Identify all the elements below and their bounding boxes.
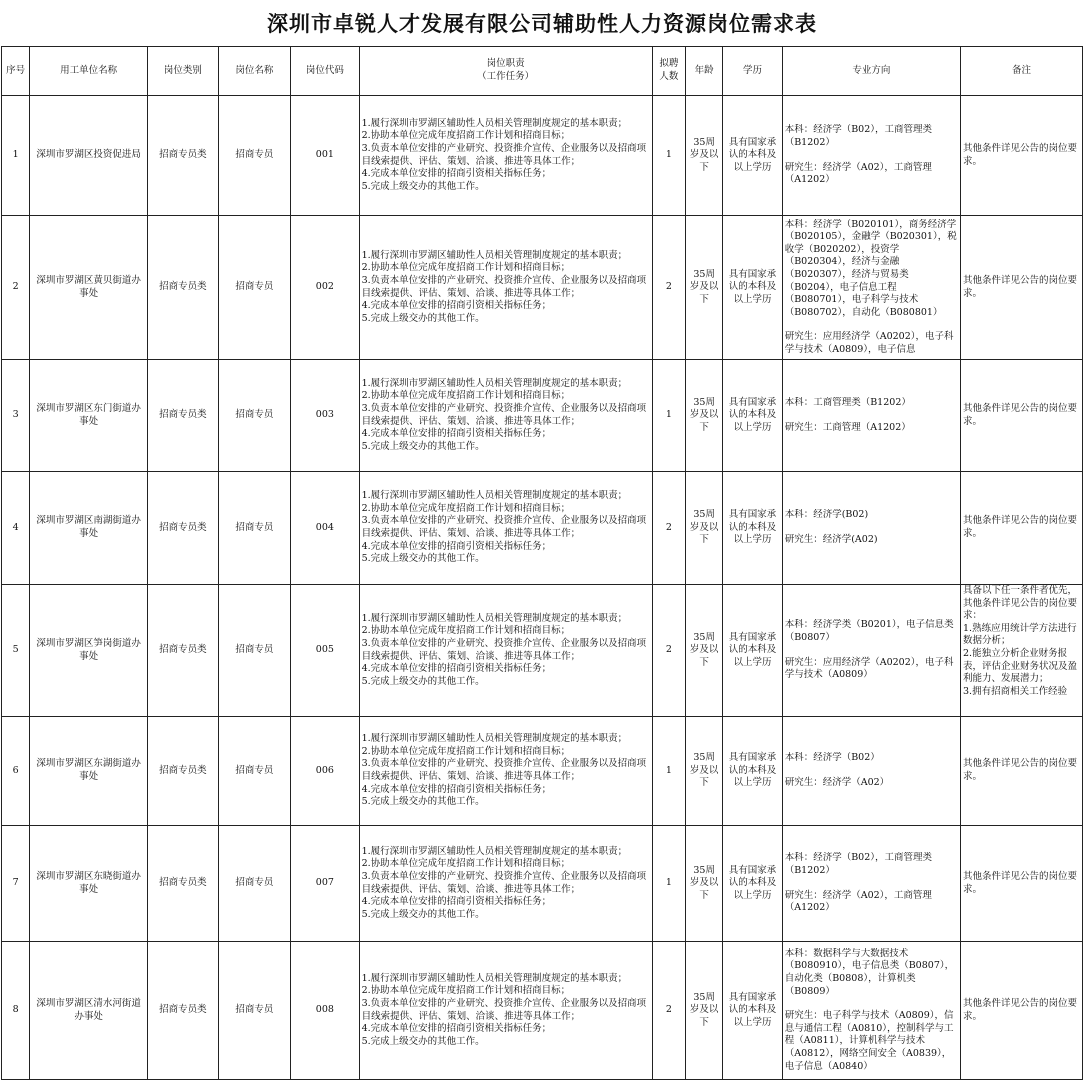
col-header-position: 岗位名称 xyxy=(218,47,291,96)
remark-text: 其他条件详见公告的岗位要求。 xyxy=(963,870,1078,895)
row-category: 招商专员类 xyxy=(148,96,219,216)
age-text: 35周岁及以下 xyxy=(689,509,719,546)
row-age xyxy=(686,942,723,1080)
major-undergrad: 本科：经济学(B02) xyxy=(784,509,869,521)
row-duties xyxy=(359,942,652,1080)
row-code: 003 xyxy=(291,360,360,472)
row-remark xyxy=(961,472,1083,585)
row-major xyxy=(782,826,960,942)
row-remark xyxy=(961,942,1083,1080)
remark-text: 其他条件详见公告的岗位要求。 xyxy=(963,997,1078,1022)
row-duties xyxy=(359,96,652,216)
duty-item: 2.协助本单位完成年度招商工作计划和招商目标； xyxy=(361,985,571,997)
unit-name-text: 深圳市罗湖区东晓街道办事处 xyxy=(36,870,141,895)
row-seq: 4 xyxy=(2,472,30,585)
row-age xyxy=(686,717,723,826)
remark-text: 其他条件详见公告的岗位要求。 xyxy=(963,402,1078,427)
duty-item: 2.协助本单位完成年度招商工作计划和招商目标； xyxy=(361,745,571,757)
duty-item: 5.完成上级交办的其他工作。 xyxy=(361,440,485,452)
row-code: 001 xyxy=(291,96,360,216)
row-position: 招商专员 xyxy=(218,826,291,942)
duty-item: 2.协助本单位完成年度招商工作计划和招商目标； xyxy=(361,390,571,402)
row-education xyxy=(723,717,782,826)
major-grad: 研究生：应用经济学（A0202），电子科学与技术（A0809） xyxy=(784,656,954,681)
major-gap xyxy=(785,645,958,657)
major-grad: 研究生：经济学(A02) xyxy=(784,534,878,545)
row-category: 招商专员类 xyxy=(148,472,219,585)
col-header-age: 年龄 xyxy=(686,47,723,96)
major-grad: 研究生：应用经济学（A0202），电子科学与技术（A0809），电子信息 xyxy=(784,331,954,355)
duty-item: 2.协助本单位完成年度招商工作计划和招商目标； xyxy=(361,130,571,142)
row-remark xyxy=(961,717,1083,826)
row-age xyxy=(686,472,723,585)
duty-item: 3.负责本单位安排的产业研究、投资推介宣传、企业服务以及招商项目线索提供、评估、策划、洽谈、推进等具体工作； xyxy=(361,870,647,895)
education-text: 具有国家承认的本科及以上学历 xyxy=(728,509,777,546)
age-text: 35周岁及以下 xyxy=(689,631,719,668)
col-header-duties xyxy=(359,47,652,96)
duty-item: 5.完成上级交办的其他工作。 xyxy=(361,180,485,192)
table-row xyxy=(2,585,1083,717)
table-row xyxy=(2,717,1083,826)
major-grad: 研究生：工商管理（A1202） xyxy=(784,421,911,433)
duty-item: 3.负责本单位安排的产业研究、投资推介宣传、企业服务以及招商项目线索提供、评估、策划、洽谈、推进等具体工作； xyxy=(361,142,647,167)
remark-text: 具备以下任一条件者优先，其他条件详见公告的岗位要求： xyxy=(963,585,1078,622)
duty-item: 5.完成上级交办的其他工作。 xyxy=(361,1035,485,1047)
row-major xyxy=(782,96,960,216)
col-header-remark: 备注 xyxy=(961,47,1083,96)
education-text: 具有国家承认的本科及以上学历 xyxy=(728,864,777,901)
row-age xyxy=(686,96,723,216)
row-category: 招商专员类 xyxy=(148,717,219,826)
row-seq: 8 xyxy=(2,942,30,1080)
duty-item: 3.负责本单位安排的产业研究、投资推介宣传、企业服务以及招商项目线索提供、评估、策划、洽谈、推进等具体工作； xyxy=(361,402,647,427)
row-code: 008 xyxy=(291,942,360,1080)
remark-text: 其他条件详见公告的岗位要求。 xyxy=(963,758,1078,782)
row-education xyxy=(723,585,782,717)
age-text: 35周岁及以下 xyxy=(689,268,719,305)
duty-item: 3.负责本单位安排的产业研究、投资推介宣传、企业服务以及招商项目线索提供、评估、策划、洽谈、推进等具体工作； xyxy=(361,515,647,539)
row-headcount: 1 xyxy=(652,826,685,942)
duty-item: 2.协助本单位完成年度招商工作计划和招商目标； xyxy=(361,625,571,637)
duty-item: 3.负责本单位安排的产业研究、投资推介宣传、企业服务以及招商项目线索提供、评估、策划、洽谈、推进等具体工作； xyxy=(361,997,647,1022)
duty-item: 4.完成本单位安排的招商引资相关指标任务； xyxy=(361,896,552,908)
row-duties xyxy=(359,360,652,472)
major-undergrad: 本科：经济学（B02） xyxy=(784,752,880,764)
row-age xyxy=(686,826,723,942)
education-text: 具有国家承认的本科及以上学历 xyxy=(728,991,777,1028)
unit-name-text: 深圳市罗湖区笋岗街道办事处 xyxy=(36,637,141,662)
row-code: 004 xyxy=(291,472,360,585)
row-unit-name xyxy=(30,942,148,1080)
duty-item: 1.履行深圳市罗湖区辅助性人员相关管理制度规定的基本职责； xyxy=(361,117,628,129)
position-table xyxy=(1,46,1083,1080)
row-education xyxy=(723,216,782,360)
col-header-headcount xyxy=(652,47,685,96)
row-education xyxy=(723,472,782,585)
major-grad: 研究生：经济学（A02），工商管理（A1202） xyxy=(784,889,932,914)
age-text: 35周岁及以下 xyxy=(689,752,719,789)
col-header-category: 岗位类别 xyxy=(148,47,219,96)
remark-item: 2.能独立分析企业财务报表，评估企业财务状况及盈利能力、发展潜力； xyxy=(963,647,1078,685)
major-gap xyxy=(785,522,958,534)
age-text: 35周岁及以下 xyxy=(689,864,719,901)
major-undergrad: 本科：经济学类（B0201），电子信息类（B0807） xyxy=(784,619,954,643)
remark-text: 其他条件详见公告的岗位要求。 xyxy=(963,515,1078,539)
row-category: 招商专员类 xyxy=(148,585,219,717)
duty-item: 5.完成上级交办的其他工作。 xyxy=(361,796,485,808)
row-position: 招商专员 xyxy=(218,96,291,216)
row-position: 招商专员 xyxy=(218,585,291,717)
remark-item: 3.拥有招商相关工作经验 xyxy=(963,685,1068,697)
row-duties xyxy=(359,472,652,585)
duty-item: 4.完成本单位安排的招商引资相关指标任务； xyxy=(361,783,552,795)
row-education xyxy=(723,360,782,472)
age-text: 35周岁及以下 xyxy=(689,136,719,173)
remark-text: 其他条件详见公告的岗位要求。 xyxy=(963,142,1078,167)
row-position: 招商专员 xyxy=(218,717,291,826)
duty-item: 3.负责本单位安排的产业研究、投资推介宣传、企业服务以及招商项目线索提供、评估、策划、洽谈、推进等具体工作； xyxy=(361,274,647,299)
row-code: 006 xyxy=(291,717,360,826)
major-gap xyxy=(785,150,958,162)
row-age xyxy=(686,360,723,472)
row-category: 招商专员类 xyxy=(148,826,219,942)
row-remark xyxy=(961,585,1083,717)
row-duties xyxy=(359,826,652,942)
major-undergrad: 本科：数据科学与大数据技术（B080910），电子信息类（B0807），自动化类（B0808），计算机类（B0809） xyxy=(784,947,955,997)
table-row xyxy=(2,826,1083,942)
row-headcount: 1 xyxy=(652,96,685,216)
row-unit-name xyxy=(30,216,148,360)
col-header-seq: 序号 xyxy=(2,47,30,96)
row-remark xyxy=(961,826,1083,942)
major-grad: 研究生：经济学（A02） xyxy=(784,777,890,788)
row-unit-name xyxy=(30,472,148,585)
row-headcount: 2 xyxy=(652,942,685,1080)
major-gap xyxy=(785,410,958,422)
duty-item: 3.负责本单位安排的产业研究、投资推介宣传、企业服务以及招商项目线索提供、评估、策划、洽谈、推进等具体工作； xyxy=(361,758,647,782)
row-major xyxy=(782,472,960,585)
duty-item: 1.履行深圳市罗湖区辅助性人员相关管理制度规定的基本职责； xyxy=(361,972,628,984)
row-headcount: 2 xyxy=(652,216,685,360)
row-major xyxy=(782,942,960,1080)
row-major xyxy=(782,216,960,360)
row-duties xyxy=(359,717,652,826)
row-headcount: 1 xyxy=(652,360,685,472)
row-unit-name xyxy=(30,360,148,472)
col-header-code: 岗位代码 xyxy=(291,47,360,96)
unit-name-text: 深圳市罗湖区南湖街道办事处 xyxy=(36,515,141,539)
education-text: 具有国家承认的本科及以上学历 xyxy=(728,631,777,668)
major-content xyxy=(785,619,958,681)
row-education xyxy=(723,942,782,1080)
table-row xyxy=(2,96,1083,216)
major-undergrad: 本科：经济学（B02），工商管理类（B1202） xyxy=(784,852,933,876)
duty-item: 1.履行深圳市罗湖区辅助性人员相关管理制度规定的基本职责； xyxy=(361,733,628,745)
unit-name-text: 深圳市罗湖区东门街道办事处 xyxy=(36,402,141,427)
row-category: 招商专员类 xyxy=(148,216,219,360)
major-gap xyxy=(785,319,958,331)
major-undergrad: 本科：经济学（B02），工商管理类（B1202） xyxy=(784,124,933,148)
duty-item: 2.协助本单位完成年度招商工作计划和招商目标； xyxy=(361,858,571,870)
major-content xyxy=(785,752,958,789)
col-header-education: 学历 xyxy=(723,47,782,96)
table-body xyxy=(2,96,1083,1080)
row-code: 002 xyxy=(291,216,360,360)
row-category: 招商专员类 xyxy=(148,942,219,1080)
duty-item: 1.履行深圳市罗湖区辅助性人员相关管理制度规定的基本职责； xyxy=(361,490,628,502)
col-header-major: 专业方向 xyxy=(782,47,960,96)
duty-item: 5.完成上级交办的其他工作。 xyxy=(361,675,485,687)
row-remark xyxy=(961,360,1083,472)
unit-name-text: 深圳市罗湖区东湖街道办事处 xyxy=(36,758,141,782)
row-position: 招商专员 xyxy=(218,216,291,360)
row-seq: 5 xyxy=(2,585,30,717)
row-duties xyxy=(359,216,652,360)
row-duties xyxy=(359,585,652,717)
duty-item: 3.负责本单位安排的产业研究、投资推介宣传、企业服务以及招商项目线索提供、评估、策划、洽谈、推进等具体工作； xyxy=(361,637,647,662)
col-header-duties-title: 岗位职责 xyxy=(486,58,525,70)
duty-item: 4.完成本单位安排的招商引资相关指标任务； xyxy=(361,663,552,675)
row-major xyxy=(782,585,960,717)
row-headcount: 2 xyxy=(652,585,685,717)
row-headcount: 2 xyxy=(652,472,685,585)
age-text: 35周岁及以下 xyxy=(689,991,719,1028)
duty-item: 2.协助本单位完成年度招商工作计划和招商目标； xyxy=(361,502,571,514)
major-grad: 研究生：经济学（A02），工商管理（A1202） xyxy=(784,161,932,186)
major-content xyxy=(785,948,958,1073)
duty-item: 4.完成本单位安排的招商引资相关指标任务； xyxy=(361,540,552,552)
education-text: 具有国家承认的本科及以上学历 xyxy=(728,752,777,789)
major-content xyxy=(785,509,958,546)
major-undergrad: 本科：工商管理类（B1202） xyxy=(784,396,911,408)
duty-item: 4.完成本单位安排的招商引资相关指标任务； xyxy=(361,168,552,180)
duty-item: 1.履行深圳市罗湖区辅助性人员相关管理制度规定的基本职责； xyxy=(361,612,628,624)
major-content xyxy=(785,852,958,914)
row-seq: 1 xyxy=(2,96,30,216)
row-major xyxy=(782,717,960,826)
row-position: 招商专员 xyxy=(218,942,291,1080)
remark-text: 其他条件详见公告的岗位要求。 xyxy=(963,274,1078,299)
duty-item: 4.完成本单位安排的招商引资相关指标任务； xyxy=(361,428,552,440)
row-position: 招商专员 xyxy=(218,360,291,472)
unit-name-text: 深圳市罗湖区黄贝街道办事处 xyxy=(36,274,141,299)
row-category: 招商专员类 xyxy=(148,360,219,472)
education-text: 具有国家承认的本科及以上学历 xyxy=(728,268,777,305)
remark-item: 1.熟练应用统计学方法进行数据分析； xyxy=(963,622,1077,647)
row-seq: 3 xyxy=(2,360,30,472)
header-row xyxy=(2,47,1083,96)
col-header-headcount-line1: 拟聘 xyxy=(659,58,679,70)
major-content xyxy=(785,124,958,186)
row-headcount: 1 xyxy=(652,717,685,826)
col-header-unit: 用工单位名称 xyxy=(30,47,148,96)
age-text: 35周岁及以下 xyxy=(689,396,719,433)
row-unit-name xyxy=(30,826,148,942)
table-row xyxy=(2,942,1083,1080)
row-education xyxy=(723,826,782,942)
row-education xyxy=(723,96,782,216)
duty-item: 5.完成上级交办的其他工作。 xyxy=(361,312,485,324)
major-grad: 研究生：电子科学与技术（A0809），信息与通信工程（A0810），控制科学与工程（A0811），计算机科学与技术（A0812），网络空间安全（A0839），电子信息（A0840） xyxy=(784,1010,954,1072)
major-gap xyxy=(785,998,958,1010)
table-row xyxy=(2,472,1083,585)
row-unit-name xyxy=(30,717,148,826)
row-age xyxy=(686,585,723,717)
row-code: 007 xyxy=(291,826,360,942)
row-age xyxy=(686,216,723,360)
duty-item: 1.履行深圳市罗湖区辅助性人员相关管理制度规定的基本职责； xyxy=(361,249,628,261)
row-major xyxy=(782,360,960,472)
row-seq: 7 xyxy=(2,826,30,942)
row-code: 005 xyxy=(291,585,360,717)
row-remark xyxy=(961,96,1083,216)
duty-item: 2.协助本单位完成年度招商工作计划和招商目标； xyxy=(361,262,571,274)
table-row xyxy=(2,216,1083,360)
duty-item: 1.履行深圳市罗湖区辅助性人员相关管理制度规定的基本职责； xyxy=(361,845,628,857)
table-row xyxy=(2,360,1083,472)
duty-item: 4.完成本单位安排的招商引资相关指标任务； xyxy=(361,1023,552,1035)
unit-name-text: 深圳市罗湖区清水河街道办事处 xyxy=(36,997,141,1022)
row-remark xyxy=(961,216,1083,360)
major-content xyxy=(785,219,958,357)
row-seq: 2 xyxy=(2,216,30,360)
row-unit-name xyxy=(30,96,148,216)
duty-item: 4.完成本单位安排的招商引资相关指标任务； xyxy=(361,300,552,312)
page-title: 深圳市卓锐人才发展有限公司辅助性人力资源岗位需求表 xyxy=(267,11,817,36)
major-gap xyxy=(785,878,958,890)
row-seq: 6 xyxy=(2,717,30,826)
major-gap xyxy=(785,765,958,777)
unit-name-text: 深圳市罗湖区投资促进局 xyxy=(36,149,141,161)
education-text: 具有国家承认的本科及以上学历 xyxy=(728,136,777,173)
row-unit-name xyxy=(30,585,148,717)
col-header-duties-subtitle: （工作任务） xyxy=(477,71,535,82)
row-position: 招商专员 xyxy=(218,472,291,585)
major-content xyxy=(785,397,958,434)
col-header-headcount-line2: 人数 xyxy=(659,71,679,82)
duty-item: 1.履行深圳市罗湖区辅助性人员相关管理制度规定的基本职责； xyxy=(361,377,628,389)
duty-item: 5.完成上级交办的其他工作。 xyxy=(361,553,485,565)
education-text: 具有国家承认的本科及以上学历 xyxy=(728,396,777,433)
duty-item: 5.完成上级交办的其他工作。 xyxy=(361,908,485,920)
major-undergrad: 本科：经济学（B020101），商务经济学（B020105），金融学（B020301），税收学（B020202），投资学（B020304），经济与金融（B020307），经济与贸易类（B0204），电子信息工程（B080701），电子科学与技术（B080702），自动化（B080801） xyxy=(784,218,957,318)
